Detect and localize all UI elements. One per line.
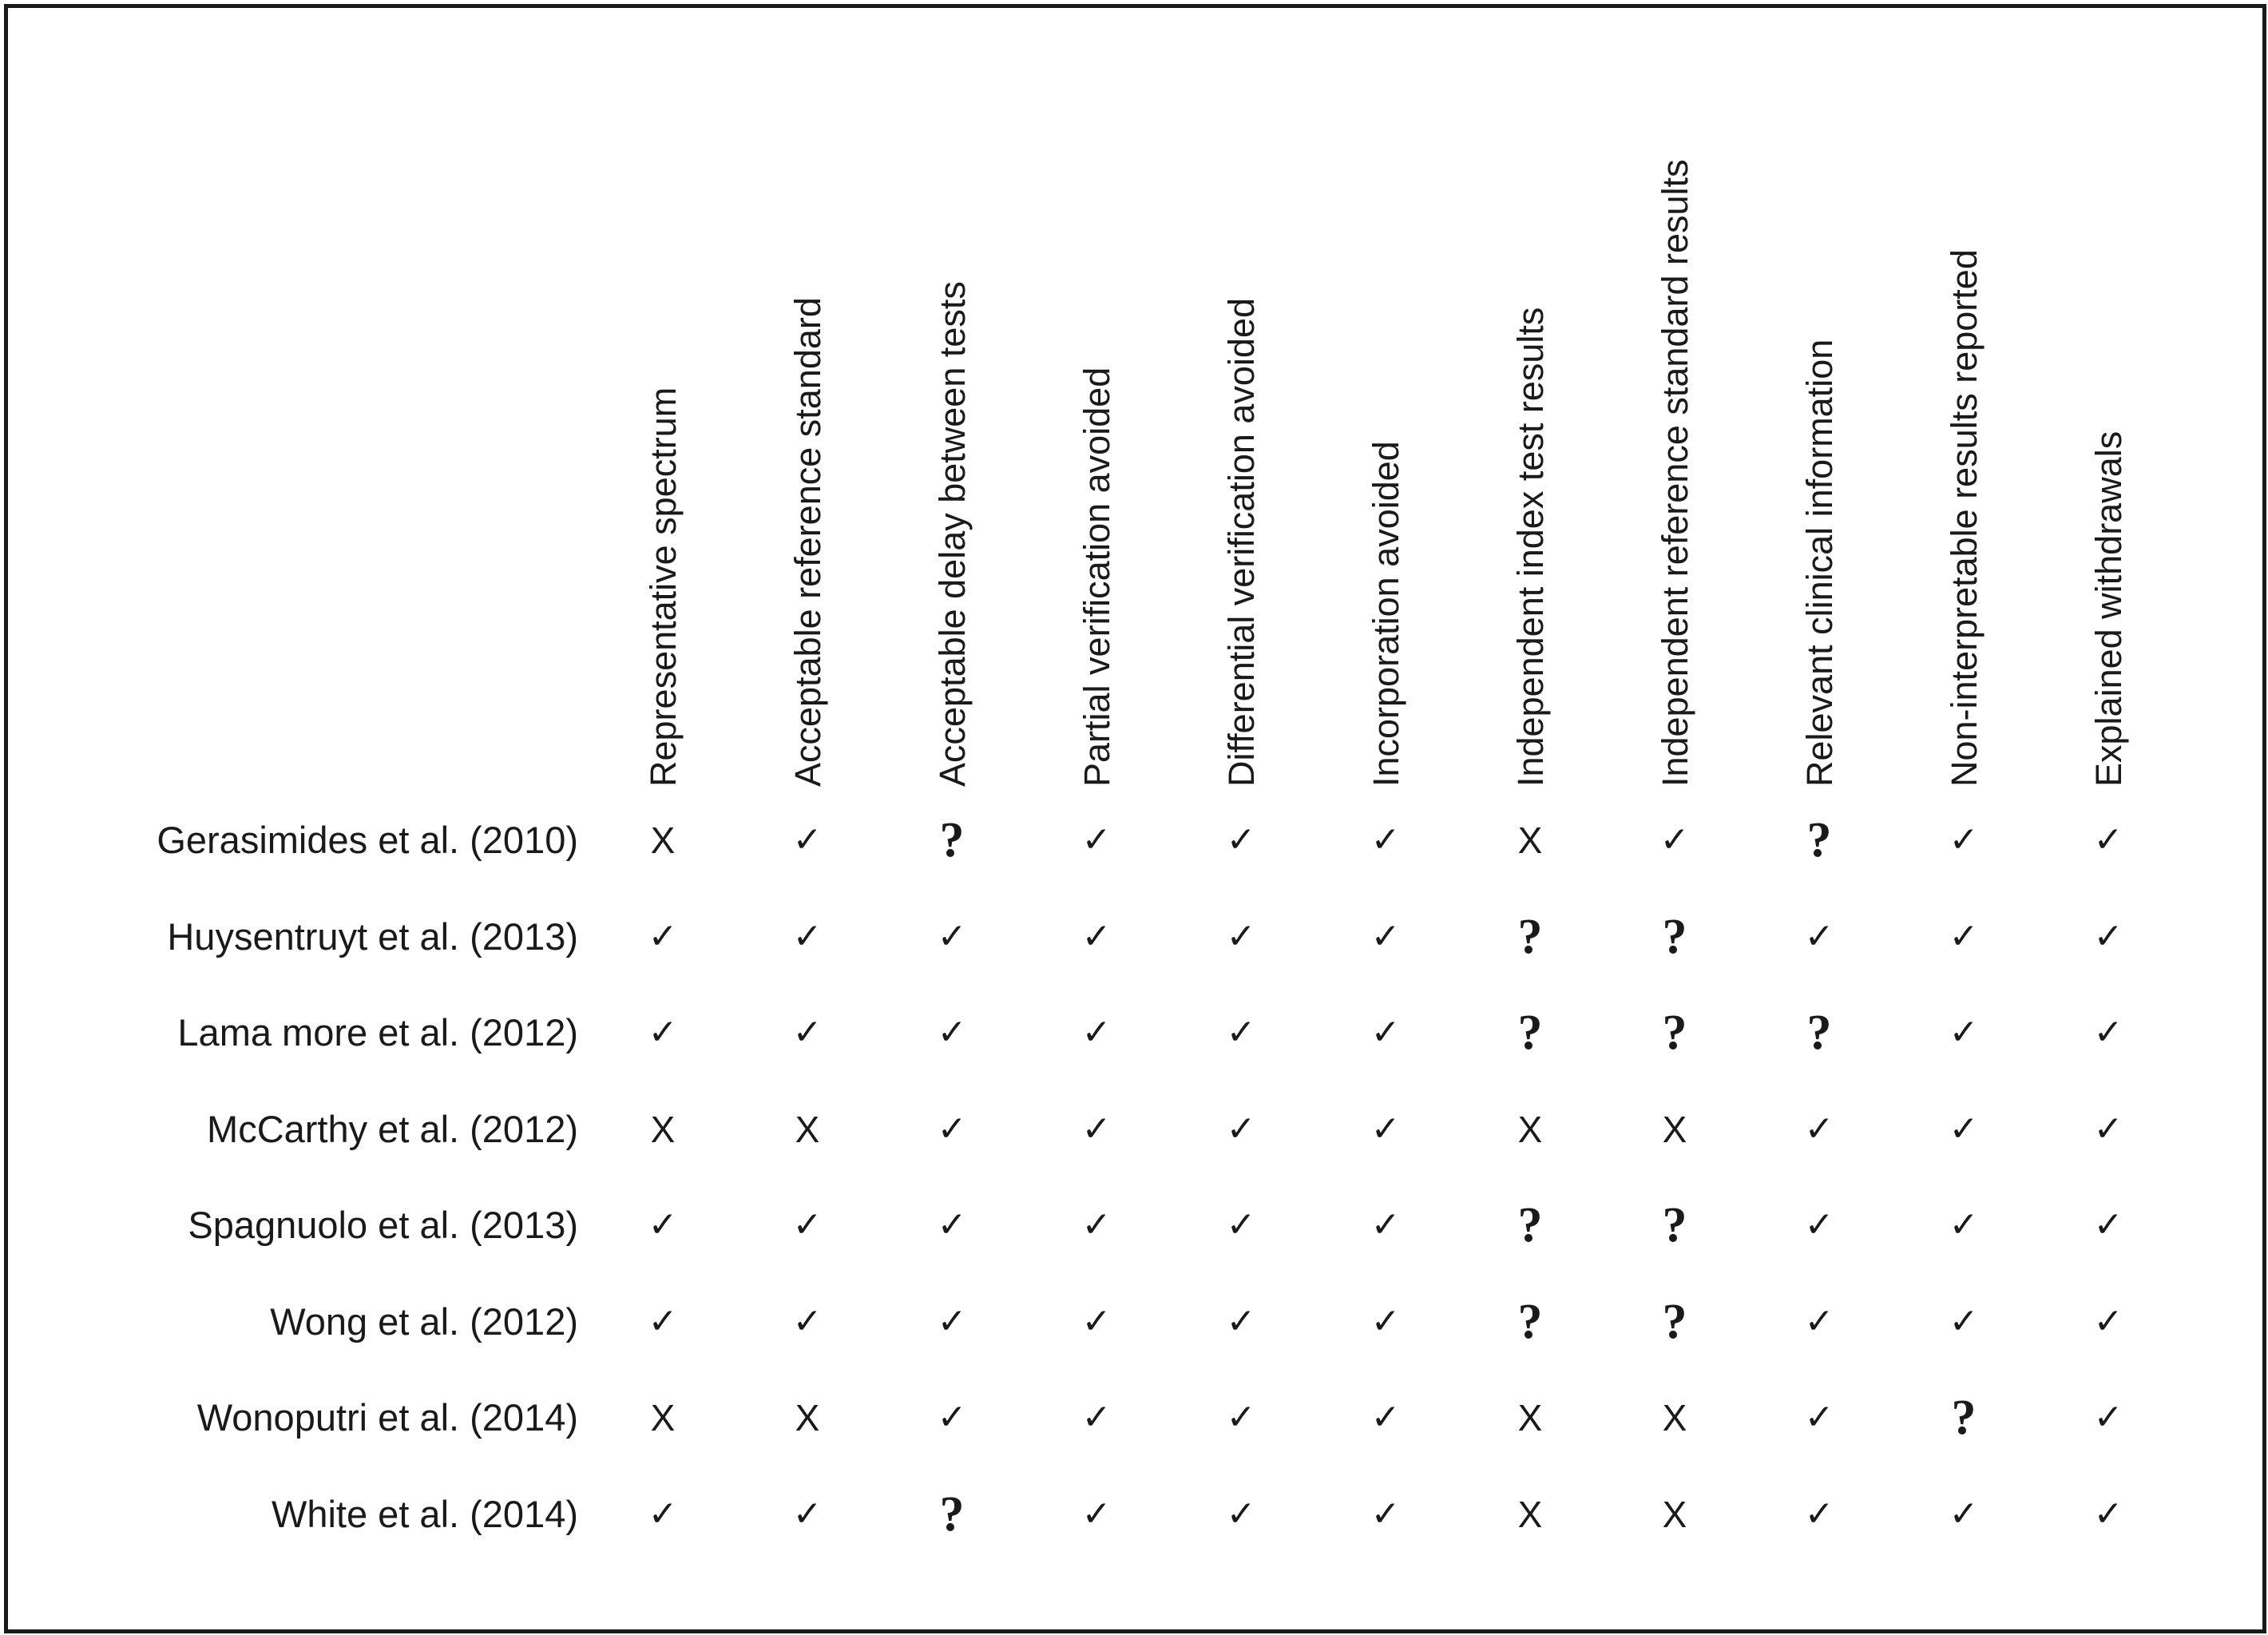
assessment-mark-yes: ✓ [2093, 1397, 2123, 1438]
assessment-mark-no: X [650, 819, 676, 861]
assessment-mark-yes: ✓ [2093, 819, 2123, 860]
assessment-mark-yes: ✓ [792, 819, 823, 860]
assessment-mark-yes: ✓ [1659, 819, 1690, 860]
study-label: Wonoputri et al. (2014) [196, 1396, 578, 1439]
assessment-mark-no: X [1662, 1493, 1687, 1535]
assessment-mark-unclear: ? [1806, 1006, 1832, 1060]
study-label: Lama more et al. (2012) [177, 1011, 578, 1054]
assessment-mark-yes: ✓ [1081, 1397, 1112, 1438]
assessment-mark-yes: ✓ [1804, 915, 1834, 957]
column-header: Independent index test results [1510, 307, 1551, 787]
assessment-mark-yes: ✓ [1804, 1108, 1834, 1149]
column-header: Representative spectrum [643, 387, 684, 787]
assessment-mark-unclear: ? [939, 813, 965, 867]
assessment-mark-yes: ✓ [1370, 1493, 1401, 1534]
assessment-mark-yes: ✓ [792, 1012, 823, 1053]
assessment-mark-yes: ✓ [1370, 1300, 1401, 1342]
assessment-mark-no: X [650, 1397, 676, 1439]
assessment-mark-yes: ✓ [792, 915, 823, 957]
assessment-mark-yes: ✓ [2093, 915, 2123, 957]
column-header: Partial verification avoided [1077, 367, 1117, 787]
assessment-mark-no: X [795, 1397, 820, 1439]
assessment-mark-yes: ✓ [2093, 1300, 2123, 1342]
assessment-mark-yes: ✓ [1804, 1300, 1834, 1342]
assessment-mark-yes: ✓ [792, 1493, 823, 1534]
assessment-mark-yes: ✓ [1370, 819, 1401, 860]
assessment-mark-yes: ✓ [1804, 1493, 1834, 1534]
assessment-mark-unclear: ? [1517, 909, 1543, 964]
assessment-mark-yes: ✓ [2093, 1108, 2123, 1149]
assessment-mark-no: X [1517, 1397, 1543, 1439]
study-label: Wong et al. (2012) [270, 1300, 578, 1343]
assessment-mark-yes: ✓ [1226, 1204, 1256, 1245]
assessment-mark-yes: ✓ [792, 1204, 823, 1245]
assessment-mark-unclear: ? [1517, 1006, 1543, 1060]
column-header: Explained withdrawals [2088, 431, 2129, 787]
column-header: Independent reference standard results [1655, 159, 1695, 787]
study-label: McCarthy et al. (2012) [207, 1107, 578, 1150]
column-header: Non-interpretable results reported [1944, 249, 1985, 787]
assessment-mark-unclear: ? [1806, 813, 1832, 867]
assessment-mark-yes: ✓ [1949, 1204, 1979, 1245]
column-header: Acceptable delay between tests [932, 281, 973, 787]
assessment-mark-yes: ✓ [1226, 1493, 1256, 1534]
assessment-mark-yes: ✓ [937, 1204, 967, 1245]
column-header: Relevant clinical information [1799, 339, 1840, 787]
assessment-mark-yes: ✓ [648, 1300, 678, 1342]
assessment-mark-yes: ✓ [1081, 1012, 1112, 1053]
study-label: Spagnuolo et al. (2013) [188, 1204, 578, 1246]
assessment-mark-yes: ✓ [1949, 915, 1979, 957]
column-header: Differential verification avoided [1221, 297, 1262, 787]
assessment-mark-unclear: ? [1662, 909, 1687, 964]
assessment-mark-yes: ✓ [1081, 1108, 1112, 1149]
assessment-mark-yes: ✓ [648, 1493, 678, 1534]
assessment-mark-yes: ✓ [1949, 1300, 1979, 1342]
assessment-mark-unclear: ? [1662, 1006, 1687, 1060]
assessment-mark-unclear: ? [1517, 1198, 1543, 1252]
column-header: Acceptable reference standard [787, 297, 828, 787]
assessment-mark-yes: ✓ [937, 1397, 967, 1438]
assessment-mark-yes: ✓ [1226, 1012, 1256, 1053]
assessment-mark-yes: ✓ [1370, 1204, 1401, 1245]
assessment-mark-yes: ✓ [1949, 819, 1979, 860]
assessment-mark-unclear: ? [1662, 1294, 1687, 1349]
column-header: Incorporation avoided [1366, 441, 1406, 787]
assessment-mark-no: X [1662, 1397, 1687, 1439]
assessment-mark-yes: ✓ [1081, 1300, 1112, 1342]
assessment-mark-yes: ✓ [1370, 915, 1401, 957]
assessment-mark-yes: ✓ [2093, 1493, 2123, 1534]
assessment-mark-yes: ✓ [1804, 1204, 1834, 1245]
assessment-mark-yes: ✓ [1226, 1397, 1256, 1438]
assessment-mark-yes: ✓ [1081, 915, 1112, 957]
assessment-mark-no: X [1517, 1108, 1543, 1150]
assessment-mark-no: X [650, 1108, 676, 1150]
assessment-mark-yes: ✓ [1081, 1493, 1112, 1534]
assessment-mark-yes: ✓ [2093, 1204, 2123, 1245]
assessment-mark-no: X [795, 1108, 820, 1150]
assessment-mark-yes: ✓ [937, 1108, 967, 1149]
assessment-mark-unclear: ? [1517, 1294, 1543, 1349]
assessment-mark-yes: ✓ [1226, 819, 1256, 860]
assessment-mark-yes: ✓ [1370, 1108, 1401, 1149]
assessment-mark-yes: ✓ [1081, 819, 1112, 860]
assessment-mark-yes: ✓ [1804, 1397, 1834, 1438]
study-label: White et al. (2014) [271, 1492, 578, 1535]
assessment-mark-unclear: ? [1951, 1391, 1977, 1445]
assessment-mark-yes: ✓ [648, 915, 678, 957]
assessment-mark-yes: ✓ [1370, 1397, 1401, 1438]
assessment-mark-yes: ✓ [1081, 1204, 1112, 1245]
assessment-mark-yes: ✓ [648, 1012, 678, 1053]
assessment-mark-yes: ✓ [937, 1012, 967, 1053]
assessment-mark-yes: ✓ [1226, 1108, 1256, 1149]
assessment-mark-unclear: ? [1662, 1198, 1687, 1252]
assessment-mark-unclear: ? [939, 1486, 965, 1542]
assessment-mark-yes: ✓ [1226, 1300, 1256, 1342]
assessment-mark-yes: ✓ [937, 915, 967, 957]
assessment-mark-no: X [1662, 1108, 1687, 1150]
assessment-mark-yes: ✓ [1226, 915, 1256, 957]
assessment-mark-yes: ✓ [792, 1300, 823, 1342]
assessment-mark-no: X [1517, 819, 1543, 861]
assessment-mark-yes: ✓ [1949, 1012, 1979, 1053]
assessment-mark-yes: ✓ [1949, 1108, 1979, 1149]
assessment-mark-yes: ✓ [937, 1300, 967, 1342]
study-label: Gerasimides et al. (2010) [157, 819, 578, 861]
assessment-mark-yes: ✓ [648, 1204, 678, 1245]
study-label: Huysentruyt et al. (2013) [167, 915, 578, 958]
assessment-mark-yes: ✓ [1949, 1493, 1979, 1534]
assessment-mark-yes: ✓ [1370, 1012, 1401, 1053]
assessment-mark-yes: ✓ [2093, 1012, 2123, 1053]
assessment-mark-no: X [1517, 1493, 1543, 1535]
